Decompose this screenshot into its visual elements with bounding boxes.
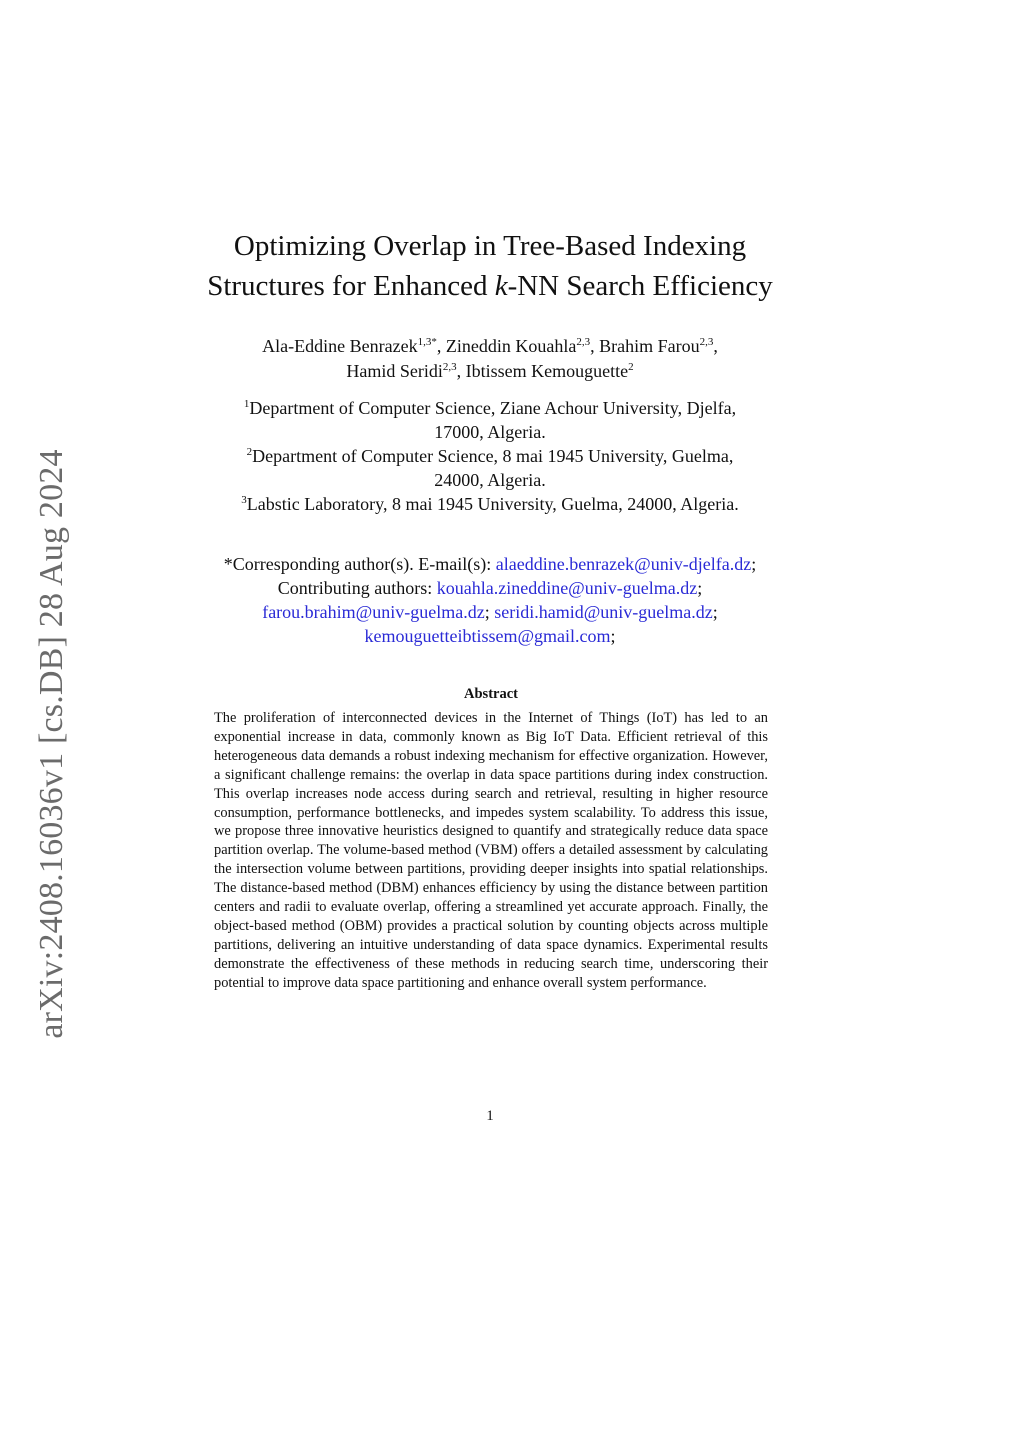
page-number: 1 bbox=[486, 1108, 494, 1124]
affiliation-2: $^2$Department of Computer Science, 8 mai 1945 University, Guelma, 24000, Algeria. bbox=[246, 446, 734, 490]
corresponding-label: Corresponding author(s). E-mail(s): bbox=[232, 554, 496, 574]
author-name: Zineddin Kouahla bbox=[445, 336, 577, 356]
title-k-variable: k bbox=[494, 270, 508, 302]
author-list bbox=[140, 334, 840, 384]
contributing-email-link[interactable]: farou.brahim@univ-guelma.dz bbox=[262, 602, 485, 622]
author-affiliation-sup: 2,3 bbox=[576, 336, 591, 348]
corresponding-email-link[interactable]: alaeddine.benrazek@univ-djelfa.dz bbox=[495, 554, 752, 574]
author-affiliation-sup: 2,3 bbox=[442, 361, 457, 373]
author-name: Brahim Farou bbox=[599, 336, 700, 356]
affiliation-1: $^1$Department of Computer Science, Ziane Achour University, Djelfa, 17000, Algeria. bbox=[243, 398, 737, 442]
title-line-1: Optimizing Overlap in Tree-Based Indexing bbox=[233, 230, 747, 262]
author-name: Ibtissem Kemouguette bbox=[465, 361, 629, 381]
title-line-2-end: -NN Search Efficiency bbox=[507, 270, 773, 302]
affiliation-3: $^3$Labstic Laboratory, 8 mai 1945 University, Guelma, 24000, Algeria. bbox=[241, 494, 739, 514]
author-line-1: Ala-Eddine Benrazek$^{1,3*}$, Zineddin Kouahla$^{2,3}$, Brahim Farou$^{2,3}$, bbox=[262, 336, 718, 356]
abstract-heading: Abstract bbox=[464, 686, 518, 702]
contributing-label: Contributing authors: bbox=[277, 578, 437, 598]
arxiv-identifier: arXiv:2408.16036v1 [cs.DB] 28 Aug 2024 bbox=[33, 449, 70, 1039]
author-affiliation-sup: 2,3 bbox=[699, 336, 714, 348]
paper-title bbox=[160, 226, 820, 306]
author-affiliation-sup: 1,3* bbox=[417, 336, 437, 348]
author-affiliation-sup: 2 bbox=[628, 361, 634, 373]
contributing-email-link[interactable]: kemouguetteibtissem@gmail.com bbox=[364, 626, 611, 646]
title-line-2 bbox=[160, 266, 820, 306]
affiliation-list bbox=[150, 396, 830, 516]
abstract-body: The proliferation of interconnected devices in the Internet of Things (IoT) has led to an exponential increase in data, commonly known as Big IoT Data. Efficient retrieval of this heterogeneous data demands a robust indexing mechanism for effective organization. However, a significant challenge remains: the overlap in data space partitions during index construction. This overlap increases node access during search and retrieval, resulting in higher resource consumption, performance bottlenecks, and impedes system scalability. To address this issue, we propose three innovative heuristics designed to quantify and strategically reduce data space partition overlap. The volume-based method (VBM) offers a detailed assessment by calculating the intersection volume between partitions, providing deeper insights into spatial relationships. The distance-based method (DBM) enhances efficiency by using the distance between partition centers and radii to evaluate overlap, offering a streamlined yet accurate approach. Finally, the object-based method (OBM) provides a practical solution by counting objects across multiple partitions, delivering an intuitive understanding of data space dynamics. Experimental results demonstrate the effectiveness of these methods in reducing search time, underscoring their potential to improve data space partitioning and enhance overall system performance. bbox=[214, 710, 768, 991]
author-name: Ala-Eddine Benrazek bbox=[262, 336, 418, 356]
contributing-email-link[interactable]: seridi.hamid@univ-guelma.dz bbox=[494, 602, 713, 622]
author-line-2: Hamid Seridi$^{2,3}$, Ibtissem Kemouguette$^2$ bbox=[346, 361, 634, 381]
title-line-2-start: Structures for Enhanced bbox=[207, 270, 495, 302]
contributing-email-link[interactable]: kouahla.zineddine@univ-guelma.dz bbox=[436, 578, 698, 598]
correspondence-block: *Corresponding author(s). E-mail(s): alaeddine.benrazek@univ-djelfa.dz; Contributing authors: kouahla.zineddine@univ-guelma.dz; farou.brahim@univ-guelma.dz; seridi.hamid@univ-guelma.dz; kemouguetteibtissem@gmail.com; bbox=[223, 554, 757, 646]
author-name: Hamid Seridi bbox=[346, 361, 443, 381]
